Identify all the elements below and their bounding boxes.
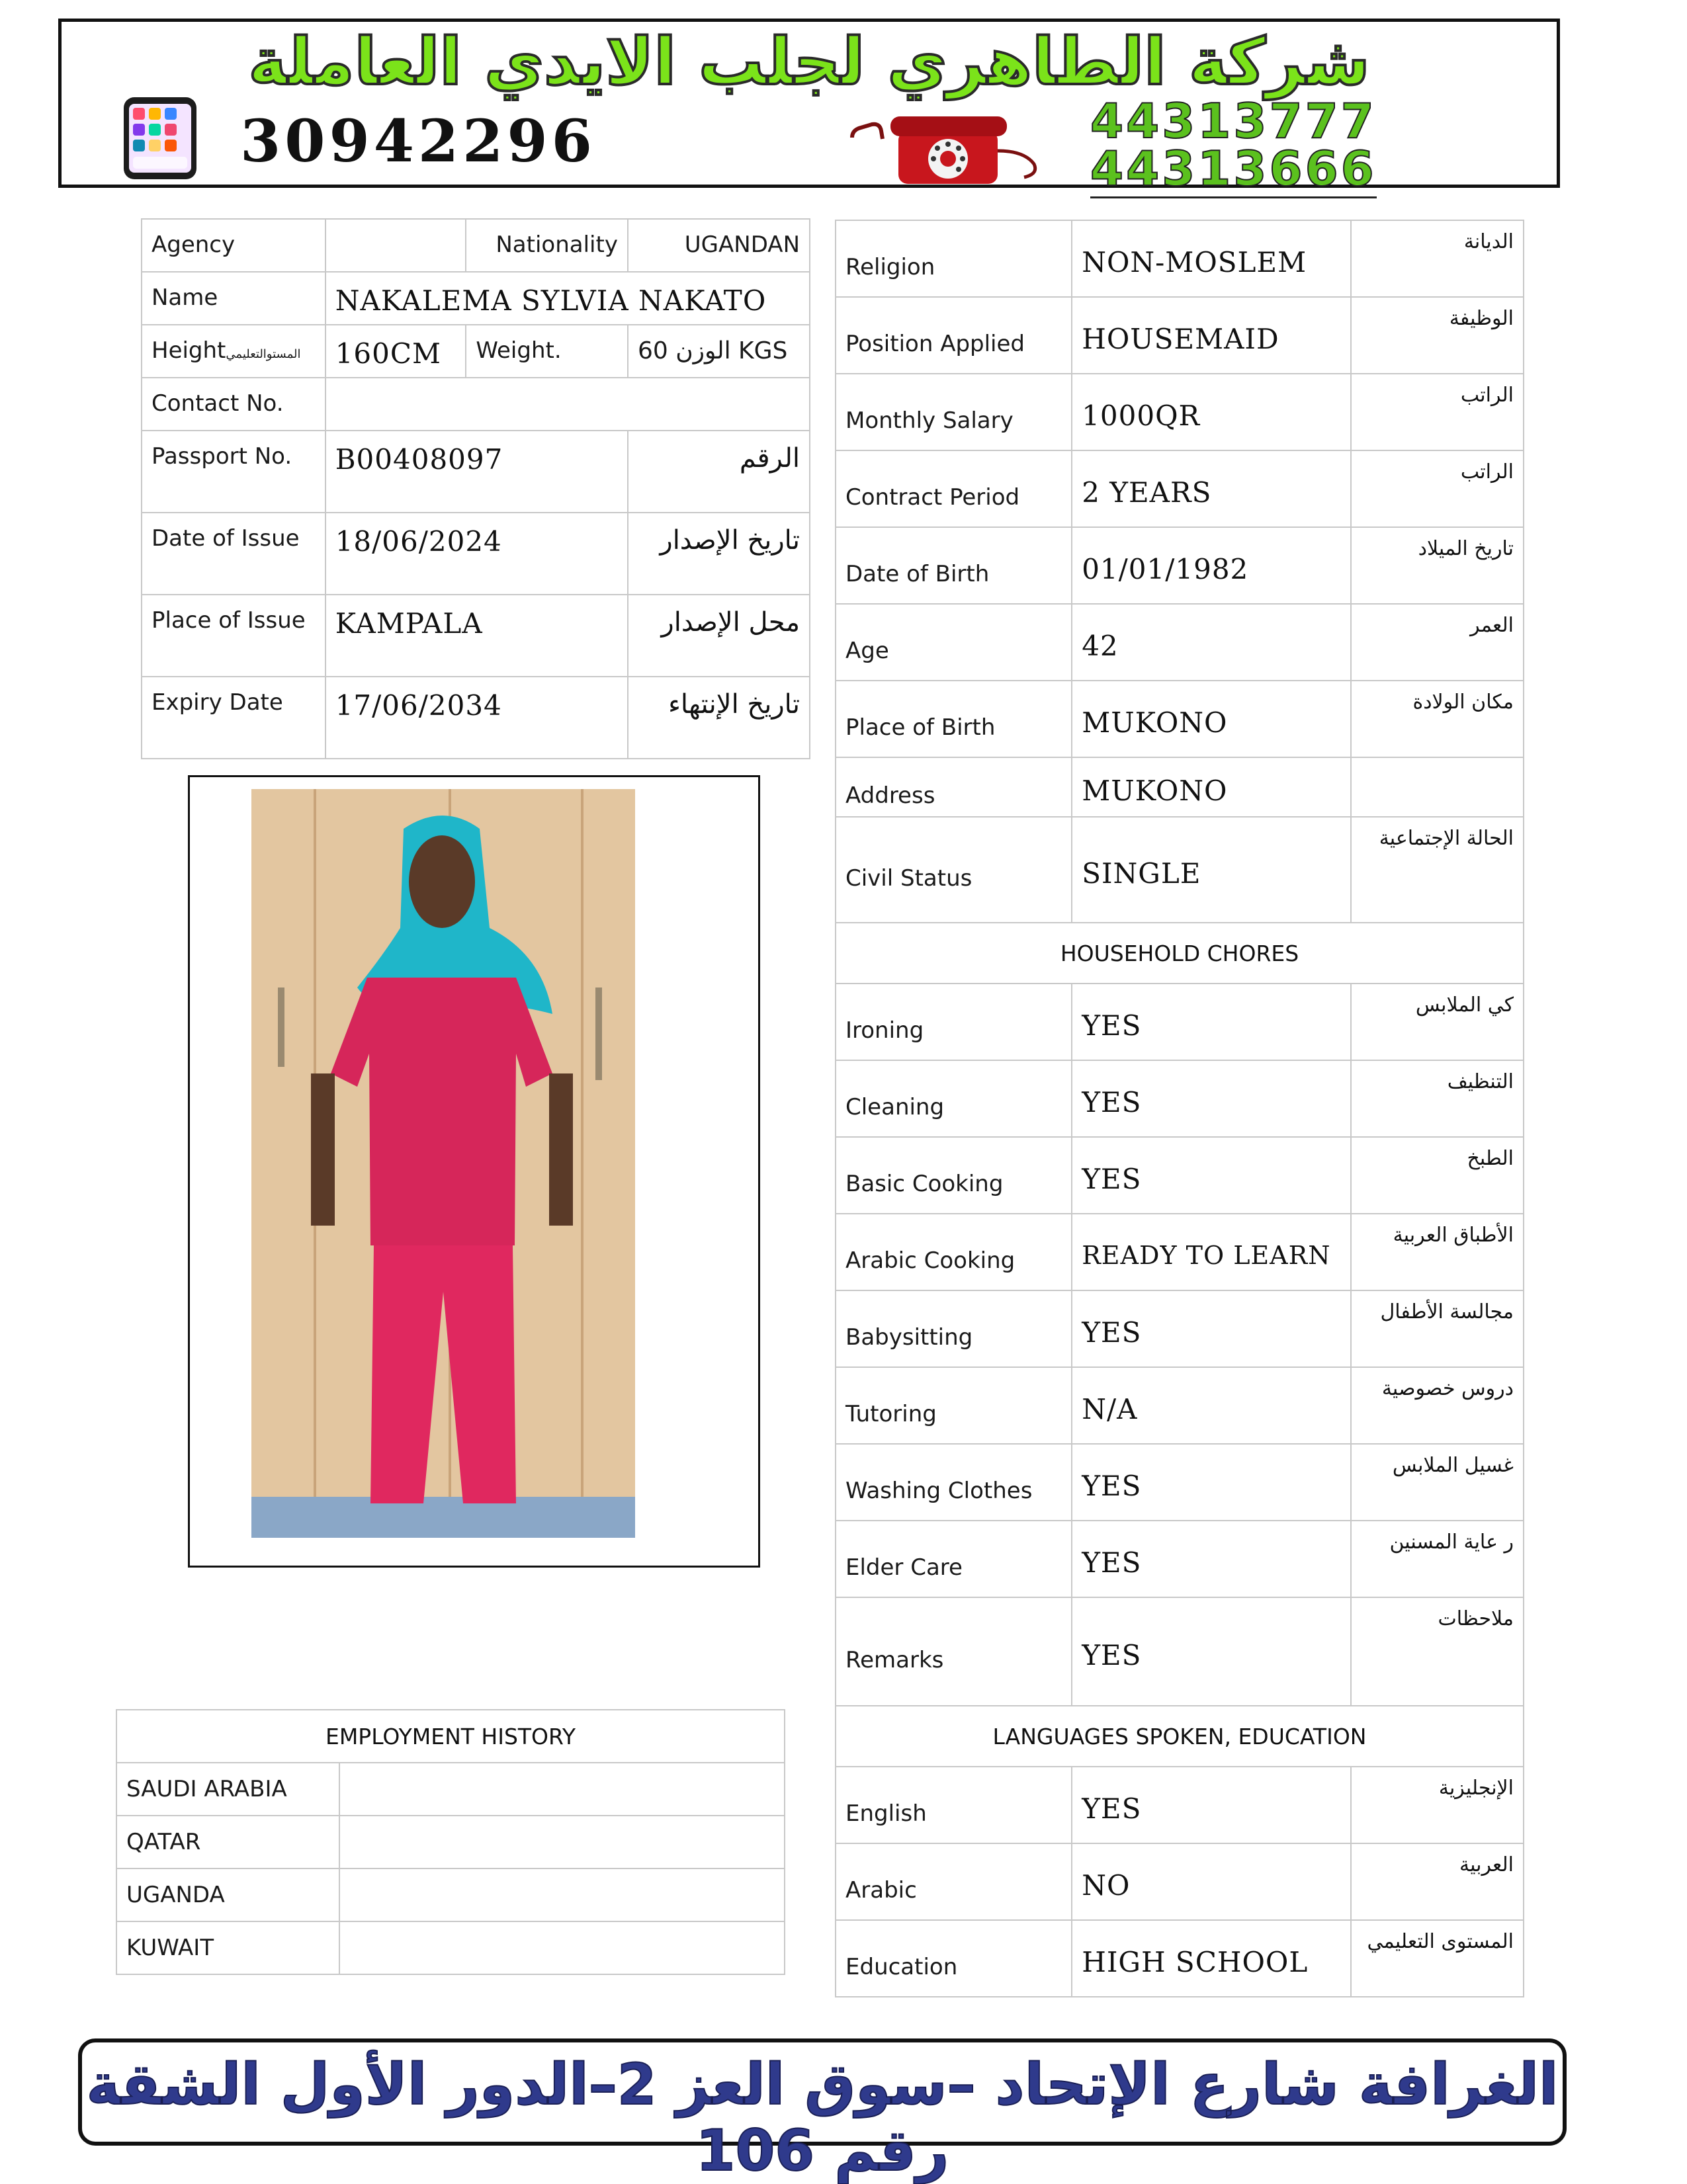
employment-row <box>116 1816 785 1869</box>
detail-row <box>836 1214 1524 1290</box>
height-arabic-label: المستوالتعليمي <box>226 347 301 361</box>
row-value: YES <box>1072 1137 1350 1214</box>
row-arabic-label: غسيل الملابس <box>1351 1444 1524 1521</box>
detail-row <box>836 527 1524 604</box>
mobile-number: 30942296 <box>240 106 596 175</box>
row-arabic-label: الديانة <box>1351 220 1524 297</box>
row-value: NO <box>1072 1843 1350 1920</box>
issue-place-arabic-label: محل الإصدار <box>628 595 810 677</box>
row-label: Civil Status <box>836 817 1072 923</box>
mobile-phone-icon <box>121 96 199 181</box>
agency-label: Agency <box>142 219 325 272</box>
row-arabic-label: الوظيفة <box>1351 297 1524 374</box>
row-arabic-label: الأطباق العربية <box>1351 1214 1524 1290</box>
row-value: 1000QR <box>1072 374 1350 450</box>
expiry-label: Expiry Date <box>142 677 325 759</box>
row-value: 01/01/1982 <box>1072 527 1350 604</box>
detail-row <box>836 220 1524 297</box>
detail-row <box>836 1767 1524 1843</box>
household-chores-heading: HOUSEHOLD CHORES <box>836 923 1524 984</box>
row-arabic-label: الإنجليزية <box>1351 1767 1524 1843</box>
contact-label: Contact No. <box>142 378 325 431</box>
telephone-icon <box>845 111 1044 189</box>
employment-country: QATAR <box>116 1816 339 1869</box>
row-value: N/A <box>1072 1367 1350 1444</box>
row-value: SINGLE <box>1072 817 1350 923</box>
expiry-arabic-label: تاريخ الإنتهاء <box>628 677 810 759</box>
employment-country: KUWAIT <box>116 1921 339 1974</box>
row-arabic-label: الحالة الإجتماعية <box>1351 817 1524 923</box>
row-label: Elder Care <box>836 1521 1072 1597</box>
employment-country: SAUDI ARABIA <box>116 1763 339 1816</box>
detail-row <box>836 450 1524 527</box>
detail-row <box>836 1367 1524 1444</box>
row-value: YES <box>1072 1521 1350 1597</box>
employment-row <box>116 1921 785 1974</box>
row-value: HIGH SCHOOL <box>1072 1920 1350 1997</box>
company-address: الغرافة شارع الإتحاد –سوق العز 2–الدور الأول الشقة رقم 106 <box>86 2052 1559 2184</box>
row-arabic-label <box>1351 757 1524 817</box>
row-label: Arabic Cooking <box>836 1214 1072 1290</box>
nationality-label: Nationality <box>466 219 628 272</box>
row-arabic-label: ملاحظات <box>1351 1597 1524 1706</box>
row-arabic-label: العمر <box>1351 604 1524 681</box>
passport-details-table <box>141 218 810 759</box>
name-value: NAKALEMA SYLVIA NAKATO <box>325 272 810 325</box>
row-arabic-label: التنظيف <box>1351 1060 1524 1137</box>
agency-value <box>325 219 466 272</box>
row-value: YES <box>1072 1060 1350 1137</box>
employment-period <box>339 1869 785 1921</box>
detail-row <box>836 297 1524 374</box>
row-value: 2 YEARS <box>1072 450 1350 527</box>
row-arabic-label: الراتب <box>1351 374 1524 450</box>
detail-row <box>836 817 1524 923</box>
candidate-photo <box>251 789 635 1538</box>
row-label: Address <box>836 757 1072 817</box>
weight-label: Weight. <box>466 325 628 378</box>
row-value: MUKONO <box>1072 681 1350 757</box>
row-value: MUKONO <box>1072 757 1350 817</box>
row-arabic-label: كي الملابس <box>1351 984 1524 1060</box>
employment-history-heading: EMPLOYMENT HISTORY <box>116 1710 785 1763</box>
row-value: YES <box>1072 1444 1350 1521</box>
row-label: Remarks <box>836 1597 1072 1706</box>
passport-value: B00408097 <box>325 431 628 513</box>
row-arabic-label: مكان الولادة <box>1351 681 1524 757</box>
detail-row <box>836 1843 1524 1920</box>
row-arabic-label: دروس خصوصية <box>1351 1367 1524 1444</box>
row-arabic-label: الطبخ <box>1351 1137 1524 1214</box>
row-label: Age <box>836 604 1072 681</box>
row-arabic-label: ر عاية المسنين <box>1351 1521 1524 1597</box>
issue-date-value: 18/06/2024 <box>325 513 628 595</box>
detail-row <box>836 374 1524 450</box>
row-label: Contract Period <box>836 450 1072 527</box>
row-value: 42 <box>1072 604 1350 681</box>
row-value: YES <box>1072 1597 1350 1706</box>
row-arabic-label: مجالسة الأطفال <box>1351 1290 1524 1367</box>
row-arabic-label: المستوى التعليمي <box>1351 1920 1524 1997</box>
row-label: Date of Birth <box>836 527 1072 604</box>
row-label: Monthly Salary <box>836 374 1072 450</box>
detail-row <box>836 1060 1524 1137</box>
employment-period <box>339 1921 785 1974</box>
nationality-value: UGANDAN <box>628 219 810 272</box>
issue-date-arabic-label: تاريخ الإصدار <box>628 513 810 595</box>
expiry-value: 17/06/2034 <box>325 677 628 759</box>
height-label-cell <box>142 325 325 378</box>
detail-row <box>836 984 1524 1060</box>
languages-heading: LANGUAGES SPOKEN, EDUCATION <box>836 1706 1524 1767</box>
phone-number-1: 44313777 <box>1090 93 1377 149</box>
phone-number-2: 44313666 <box>1090 141 1377 198</box>
detail-row <box>836 1290 1524 1367</box>
detail-row <box>836 1521 1524 1597</box>
employment-period <box>339 1763 785 1816</box>
header-banner <box>58 19 1560 196</box>
candidate-photo-frame <box>188 775 760 1568</box>
employment-row <box>116 1763 785 1816</box>
row-value: YES <box>1072 1290 1350 1367</box>
name-label: Name <box>142 272 325 325</box>
detail-row <box>836 1444 1524 1521</box>
company-name: شركة الطاهري لجلب الايدي العاملة <box>248 24 1370 100</box>
weight-value: 60 الوزن KGS <box>628 325 810 378</box>
employment-history-table <box>116 1709 785 1975</box>
detail-row <box>836 1137 1524 1214</box>
detail-row <box>836 681 1524 757</box>
passport-arabic-label: الرقم <box>628 431 810 513</box>
row-arabic-label: الراتب <box>1351 450 1524 527</box>
row-value: YES <box>1072 1767 1350 1843</box>
row-label: English <box>836 1767 1072 1843</box>
candidate-details-table <box>835 220 1524 1997</box>
detail-row <box>836 1597 1524 1706</box>
employment-period <box>339 1816 785 1869</box>
issue-date-label: Date of Issue <box>142 513 325 595</box>
employment-row <box>116 1869 785 1921</box>
row-value: NON-MOSLEM <box>1072 220 1350 297</box>
row-arabic-label: العربية <box>1351 1843 1524 1920</box>
passport-label: Passport No. <box>142 431 325 513</box>
row-arabic-label: تاريخ الميلاد <box>1351 527 1524 604</box>
issue-place-label: Place of Issue <box>142 595 325 677</box>
row-label: Religion <box>836 220 1072 297</box>
row-label: Place of Birth <box>836 681 1072 757</box>
row-label: Education <box>836 1920 1072 1997</box>
height-value: 160CM <box>325 325 466 378</box>
detail-row <box>836 604 1524 681</box>
row-label: Position Applied <box>836 297 1072 374</box>
row-value: HOUSEMAID <box>1072 297 1350 374</box>
height-label: Height <box>151 337 226 364</box>
employment-country: UGANDA <box>116 1869 339 1921</box>
row-label: Washing Clothes <box>836 1444 1072 1521</box>
contact-value <box>325 378 810 431</box>
row-label: Cleaning <box>836 1060 1072 1137</box>
detail-row <box>836 1920 1524 1997</box>
row-label: Basic Cooking <box>836 1137 1072 1214</box>
detail-row <box>836 757 1524 817</box>
row-value: READY TO LEARN <box>1072 1214 1350 1290</box>
footer-address-box <box>78 2038 1567 2184</box>
row-label: Arabic <box>836 1843 1072 1920</box>
row-label: Ironing <box>836 984 1072 1060</box>
issue-place-value: KAMPALA <box>325 595 628 677</box>
row-label: Babysitting <box>836 1290 1072 1367</box>
row-value: YES <box>1072 984 1350 1060</box>
row-label: Tutoring <box>836 1367 1072 1444</box>
